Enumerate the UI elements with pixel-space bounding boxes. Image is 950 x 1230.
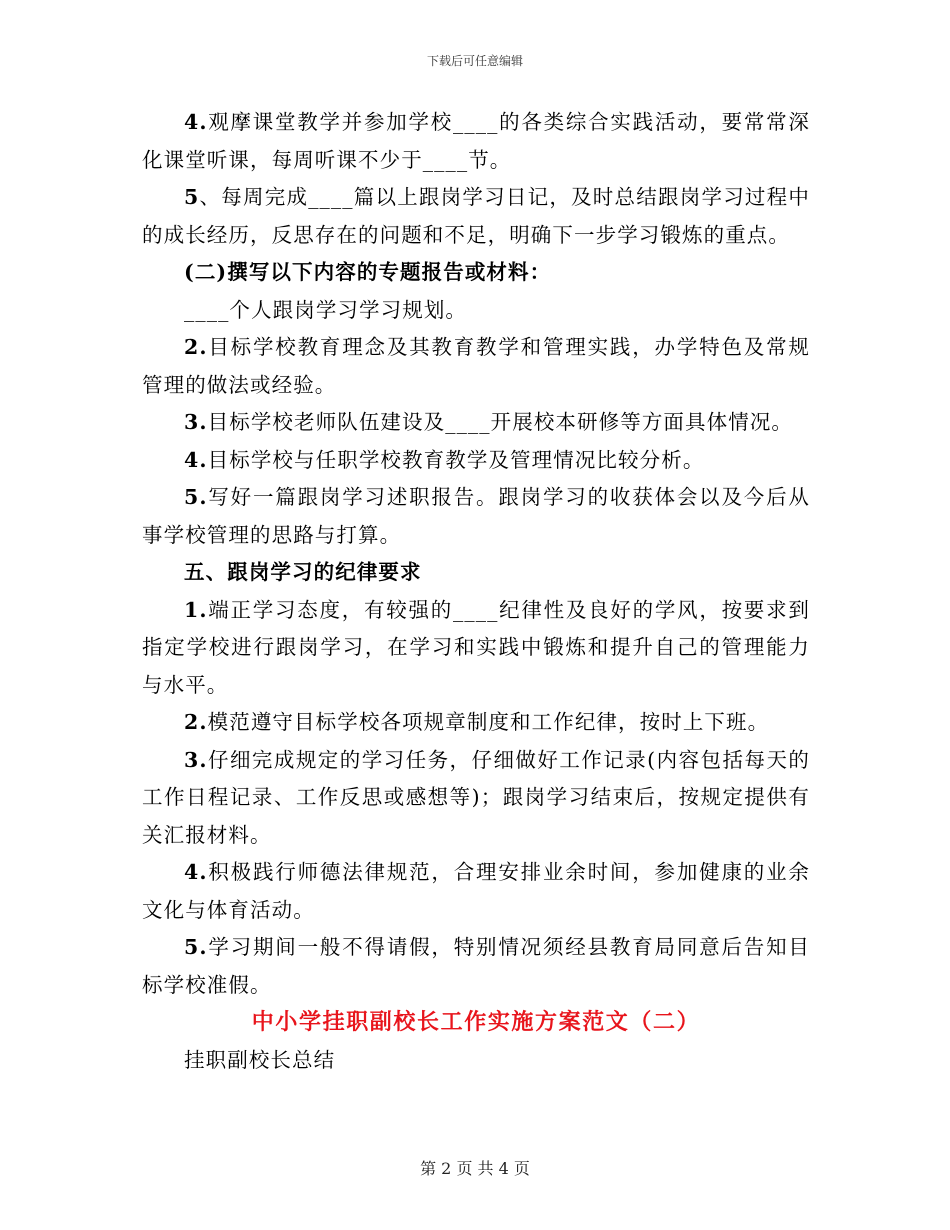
paragraph-text: 观摩课堂教学并参加学校____的各类综合实践活动，要常常深化课堂听课，每周听课不少于____节。 xyxy=(142,110,810,172)
item-number: 5 xyxy=(184,185,200,209)
report-item-text: ____个人跟岗学习学习规划。 xyxy=(184,297,468,322)
paragraph xyxy=(142,179,810,254)
item-number: 4. xyxy=(184,447,208,472)
red-section-title: 中小学挂职副校长工作实施方案范文（二） xyxy=(251,1009,701,1035)
discipline-item xyxy=(142,929,810,1004)
report-item xyxy=(142,442,810,480)
item-number: 3. xyxy=(184,410,208,434)
section-heading-2: (二)撰写以下内容的专题报告或材料： xyxy=(184,260,552,284)
item-number: 3. xyxy=(184,747,208,772)
item-number: 4. xyxy=(184,110,208,134)
discipline-item-text: 仔细完成规定的学习任务，仔细做好工作记录(内容包括每天的工作日程记录、工作反思或感想等)；跟岗学习结束后，按规定提供有关汇报材料。 xyxy=(142,747,810,847)
discipline-item xyxy=(142,592,810,705)
paragraph xyxy=(142,104,810,179)
report-item-text: 目标学校老师队伍建设及____开展校本研修等方面具体情况。 xyxy=(207,410,794,434)
report-item xyxy=(142,479,810,554)
paragraph-text: 、每周完成____篇以上跟岗学习日记，及时总结跟岗学习过程中的成长经历，反思存在的问题和不足，明确下一步学习锻炼的重点。 xyxy=(142,185,810,247)
discipline-item xyxy=(142,742,810,855)
report-item xyxy=(142,329,810,404)
discipline-item xyxy=(142,854,810,929)
item-number: 2. xyxy=(184,710,208,734)
item-number: 2. xyxy=(184,335,208,359)
report-item-text: 目标学校与任职学校教育教学及管理情况比较分析。 xyxy=(207,447,705,472)
report-item-text: 目标学校教育理念及其教育教学和管理实践，办学特色及常规管理的做法或经验。 xyxy=(142,335,810,397)
page-header: 下载后可任意编辑 xyxy=(426,54,523,68)
item-number: 5. xyxy=(184,935,208,959)
item-number: 4. xyxy=(184,860,208,884)
report-item xyxy=(142,292,810,330)
item-number: 1. xyxy=(184,597,208,622)
page-footer: 第 2 页 共 4 页 xyxy=(420,1159,530,1178)
document-body xyxy=(142,104,810,1079)
discipline-item-text: 模范遵守目标学校各项规章制度和工作纪律，按时上下班。 xyxy=(207,710,770,734)
report-item-text: 写好一篇跟岗学习述职报告。跟岗学习的收获体会以及今后从事学校管理的思路与打算。 xyxy=(142,485,810,547)
item-number: 5. xyxy=(184,485,208,509)
discipline-item-text: 积极践行师德法律规范，合理安排业余时间，参加健康的业余文化与体育活动。 xyxy=(142,860,810,922)
discipline-item-text: 端正学习态度，有较强的____纪律性及良好的学风，按要求到指定学校进行跟岗学习，在学习和实践中锻炼和提升自己的管理能力与水平。 xyxy=(142,597,810,697)
final-line: 挂职副校长总结 xyxy=(184,1047,336,1072)
discipline-item-text: 学习期间一般不得请假，特别情况须经县教育局同意后告知目标学校准假。 xyxy=(142,935,810,997)
report-item xyxy=(142,404,810,442)
section-heading-5: 五、跟岗学习的纪律要求 xyxy=(184,560,422,584)
discipline-item xyxy=(142,704,810,742)
